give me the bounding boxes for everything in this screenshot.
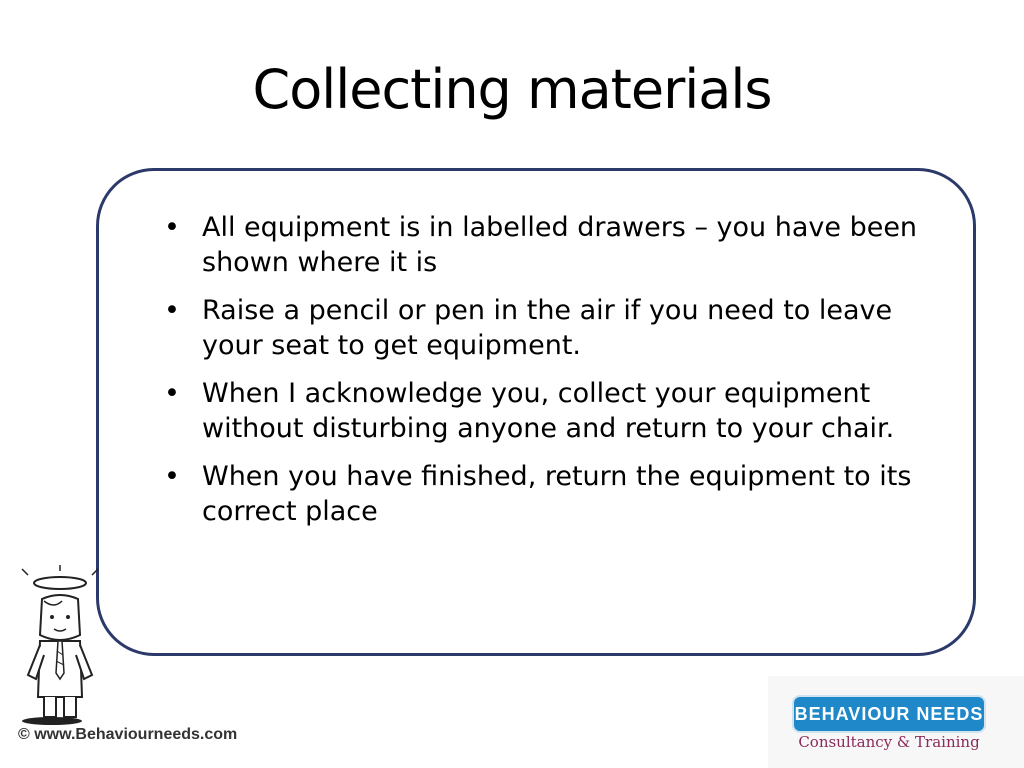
bullet-dot-icon: • (164, 212, 180, 243)
bullet-list (160, 210, 950, 542)
bullet-item (160, 459, 950, 529)
bullet-text: All equipment is in labelled drawers – you have been shown where it is (202, 212, 918, 278)
bullet-item (160, 376, 950, 446)
bullet-item (160, 210, 950, 280)
bullet-dot-icon: • (164, 461, 180, 492)
angel-cartoon-icon (10, 565, 110, 725)
bullet-text: When I acknowledge you, collect your equipment without disturbing anyone and return to your chair. (202, 378, 895, 444)
bullet-item (160, 293, 950, 363)
slide-title: Collecting materials (252, 58, 772, 121)
bullet-text: When you have finished, return the equipment to its correct place (202, 461, 912, 527)
bullet-text: Raise a pencil or pen in the air if you need to leave your seat to get equipment. (202, 295, 893, 361)
bullet-dot-icon: • (164, 295, 180, 326)
brand-logo: BEHAVIOUR NEEDS (794, 697, 984, 731)
bullet-dot-icon: • (164, 378, 180, 409)
copyright-footer: © www.Behaviourneeds.com (18, 726, 238, 743)
brand-tagline: Consultancy & Training (798, 733, 980, 751)
